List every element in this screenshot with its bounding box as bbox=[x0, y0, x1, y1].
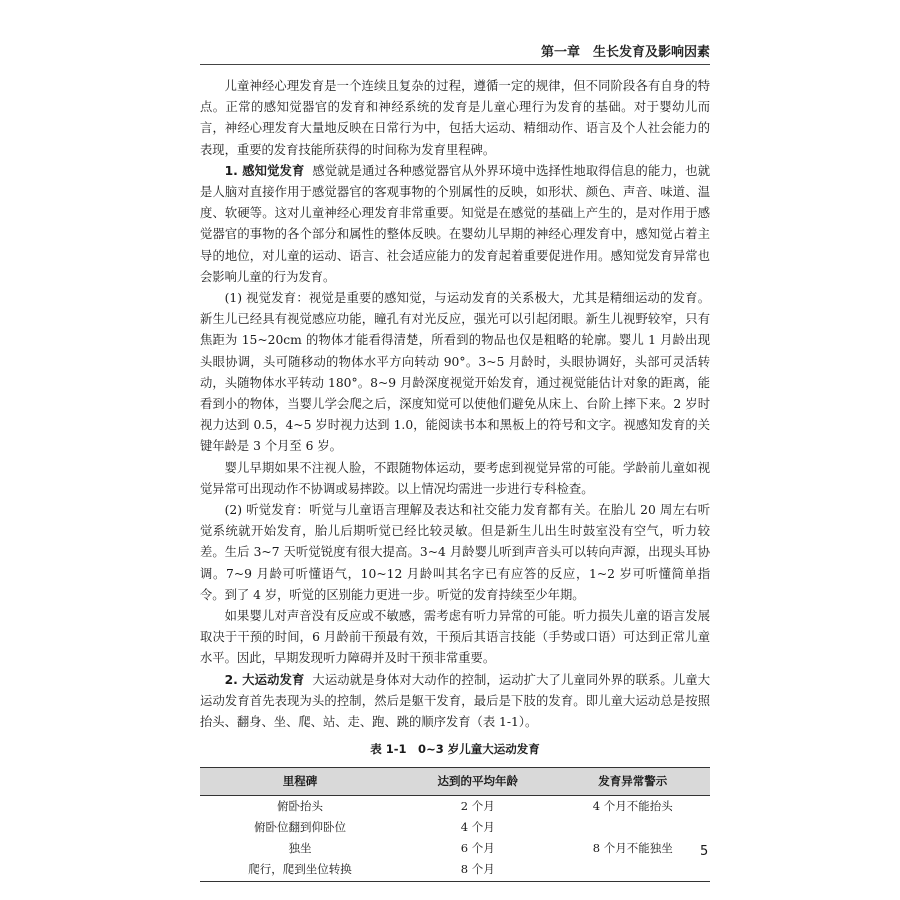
running-header bbox=[200, 38, 710, 65]
hearing-paragraph: (2) 听觉发育：听觉与儿童语言理解及表达和社交能力发育都有关。在胎儿 20 周左右听觉系统就开始发育，胎儿后期听觉已经比较灵敏。但是新生儿出生时鼓室没有空气，听力较差。生后 3~7 天听觉锐度有很大提高。3~4 月龄婴儿听到声音头可以转向声源，出现头耳协调。7~9 月龄可听懂语气，10~12 月龄叫其名字已有应答的反应，1~2 岁可听懂简单指令。到了 4 岁，听觉的区别能力更进一步。听觉的发育持续至少年期。 bbox=[200, 503, 710, 602]
column-header-milestone: 里程碑 bbox=[200, 767, 400, 795]
table-cell-warning bbox=[555, 859, 710, 881]
column-header-warning: 发育异常警示 bbox=[555, 767, 710, 795]
table-cell-warning: 8 个月不能独坐 bbox=[592, 841, 673, 856]
table-cell-age: 8 个月 bbox=[400, 859, 556, 881]
table-row bbox=[200, 859, 710, 881]
section-gross-motor-paragraph bbox=[200, 670, 710, 734]
table-cell-age: 6 个月 bbox=[460, 841, 495, 856]
section-title-gross-motor: 2. 大运动发育 bbox=[224, 672, 305, 687]
table-cell-age: 4 个月 bbox=[460, 819, 495, 834]
table-row bbox=[200, 817, 710, 838]
column-header-average-age: 达到的平均年龄 bbox=[400, 767, 556, 795]
table-cell-warning bbox=[555, 817, 710, 838]
table-cell-warning: 4 个月不能抬头 bbox=[592, 798, 673, 813]
chapter-title: 第一章 生长发育及影响因素 bbox=[540, 45, 710, 60]
table-cell-milestone: 俯卧抬头 bbox=[276, 798, 323, 813]
vision-abnormal-paragraph: 婴儿早期如果不注视人脸，不跟随物体运动，要考虑到视觉异常的可能。学龄前儿童如视觉异常可出现动作不协调或易摔跤。以上情况均需进一步进行专科检查。 bbox=[200, 460, 710, 496]
table-cell-age: 2 个月 bbox=[460, 798, 495, 813]
section-gross-motor-text: 大运动就是身体对大动作的控制，运动扩大了儿童同外界的联系。儿童大运动发育首先表现为头的控制，然后是躯干发育，最后是下肢的发育。即儿童大运动总是按照抬头、翻身、坐、爬、站、走、跑、跳的顺序发育（表 1-1）。 bbox=[200, 672, 710, 730]
table-header-row bbox=[200, 767, 710, 795]
section-title-perception: 1. 感知觉发育 bbox=[224, 163, 305, 178]
hearing-abnormal-paragraph: 如果婴儿对声音没有反应或不敏感，需考虑有听力异常的可能。听力损失儿童的语言发展取决于干预的时间，6 月龄前干预最有效，干预后其语言技能（手势或口语）可达到正常儿童水平。因此，早期发现听力障碍并及时干预非常重要。 bbox=[200, 609, 710, 666]
table-row bbox=[200, 795, 710, 817]
gross-motor-table bbox=[200, 767, 710, 882]
section-perception-text: 感觉就是通过各种感觉器官从外界环境中选择性地取得信息的能力，也就是人脑对直接作用于感觉器官的客观事物的个别属性的反映，如形状、颜色、声音、味道、温度、软硬等。这对儿童神经心理发育非常重要。知觉是在感觉的基础上产生的，是对作用于感觉器官的事物的各个部分和属性的整体反映。在婴幼儿早期的神经心理发育中，感知觉占着主导的地位，对儿童的运动、语言、社会适应能力的发育起着重要促进作用。感知觉发育异常也会影响儿童的行为发育。 bbox=[200, 163, 710, 284]
intro-paragraph: 儿童神经心理发育是一个连续且复杂的过程，遵循一定的规律，但不同阶段各有自身的特点。正常的感知觉器官的发育和神经系统的发育是儿童心理行为发育的基础。对于婴幼儿而言，神经心理发育大量地反映在日常行为中，包括大运动、精细动作、语言及个人社会能力的表现，重要的发育技能所获得的时间称为发育里程碑。 bbox=[200, 79, 710, 157]
page-body bbox=[200, 76, 710, 882]
vision-paragraph: (1) 视觉发育：视觉是重要的感知觉，与运动发育的关系极大，尤其是精细运动的发育。新生儿已经具有视觉感应功能，瞳孔有对光反应，强光可以引起闭眼。新生儿视野较窄，只有焦距为 15~20cm 的物体才能看得清楚，所看到的物品也仅是粗略的轮廓。婴儿 1 月龄出现头眼协调，头可随移动的物体水平方向转动 90°。3~5 月龄时，头眼协调好，头部可灵活转动，头随物体水平转动 180°。8~9 月龄深度视觉开始发育，通过视觉能估计对象的距离，能看到小的物体，当婴儿学会爬之后，深度知觉可以使他们避免从床上、台阶上摔下来。2 岁时视力达到 0.5，4~5 岁时视力达到 1.0，能阅读书本和黑板上的符号和文字。视感知发育的关键年龄是 3 个月至 6 岁。 bbox=[200, 291, 710, 454]
section-perception-paragraph bbox=[200, 161, 710, 288]
table-row bbox=[200, 838, 710, 859]
table-cell-milestone: 俯卧位翻到仰卧位 bbox=[253, 819, 346, 834]
table-cell-milestone: 爬行，爬到坐位转换 bbox=[200, 859, 400, 881]
page-number: 5 bbox=[700, 844, 709, 859]
table-caption: 表 1-1 0~3 岁儿童大运动发育 bbox=[370, 742, 540, 757]
table-cell-milestone: 独坐 bbox=[288, 841, 312, 856]
